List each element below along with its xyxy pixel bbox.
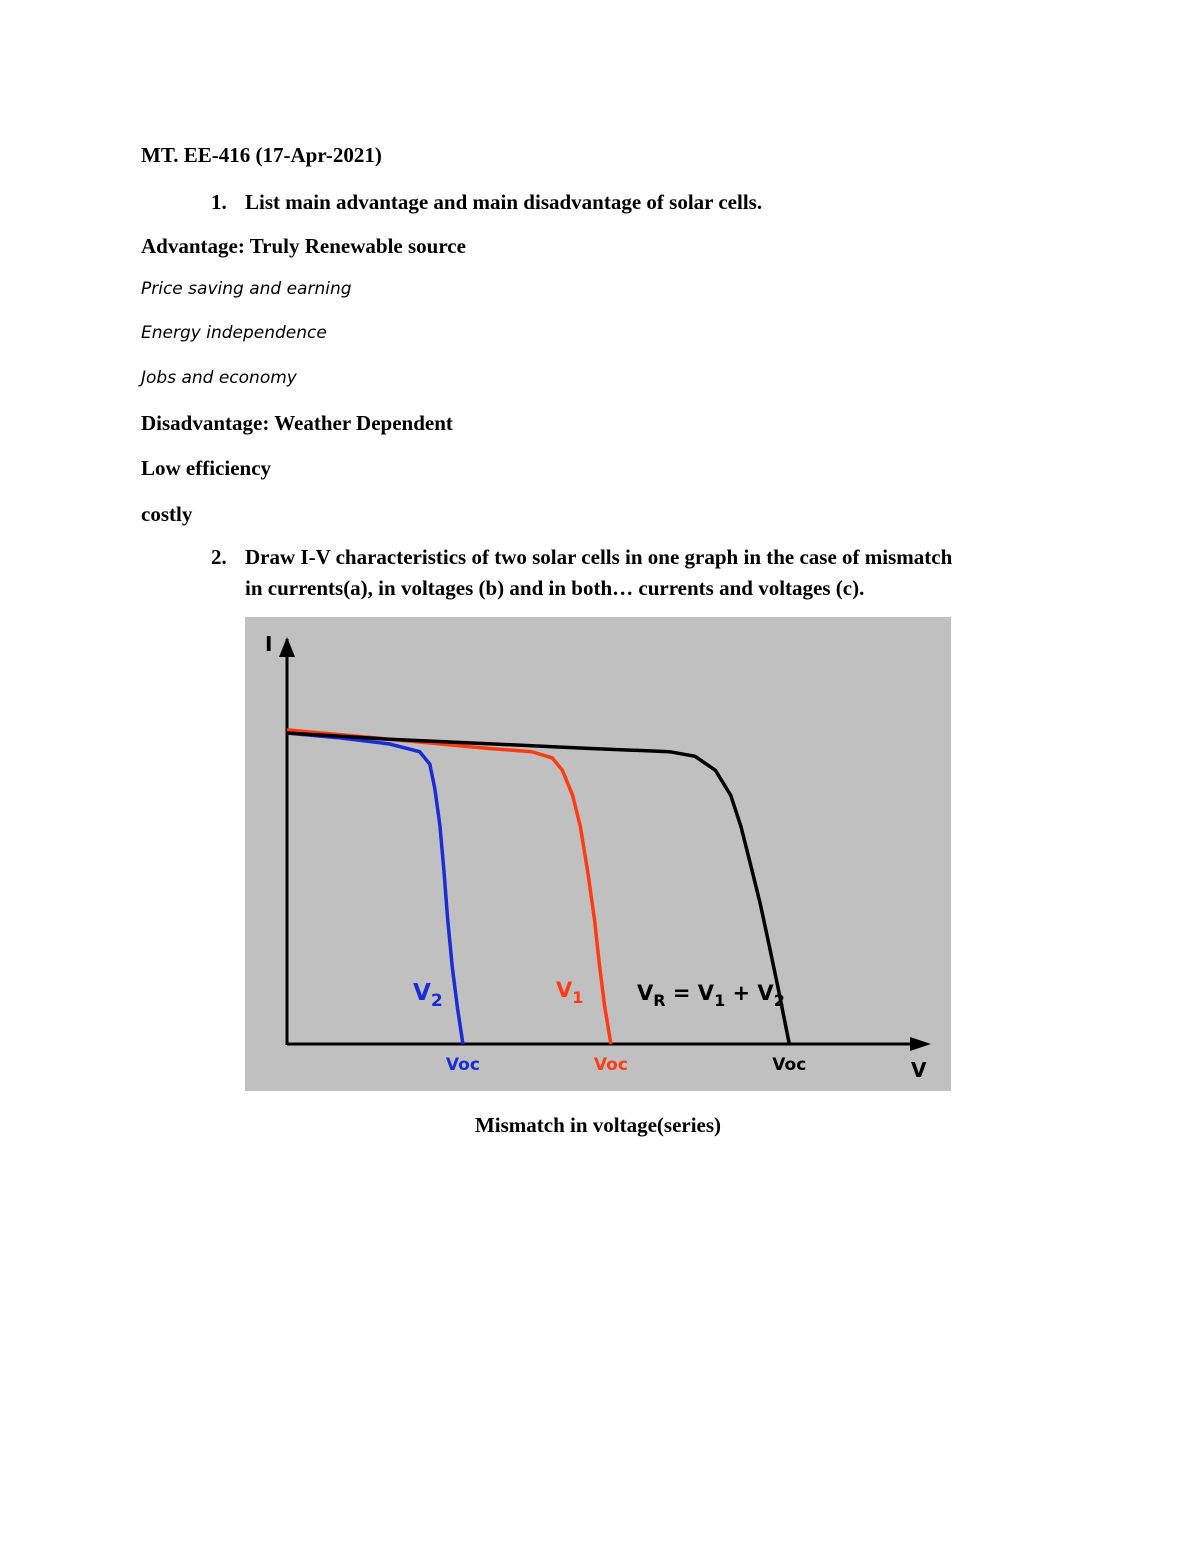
series-label-vr: $V_R = V_1 + V_2$ [637,981,785,1010]
series-label-v1: $V_1$ [556,978,584,1007]
question-number: 1. [211,190,227,214]
series-label-v2: $V_2$ [413,980,443,1011]
voc-label-v1: Voc [593,1055,628,1075]
advantage-item: Jobs and economy [141,368,297,388]
question-1 [211,190,762,215]
voc-label-vr: Voc [772,1055,807,1075]
page-title: MT. EE-416 (17-Apr-2021) [141,143,382,167]
figure-caption: Mismatch in voltage(series) [474,1113,722,1137]
question-text-line-1: Draw I-V characteristics of two solar cells in one graph in the case of mismatch [245,545,953,569]
disadvantage-item: costly [141,502,193,526]
voc-label-v2: Voc [445,1055,480,1075]
disadvantage-heading: Disadvantage: Weather Dependent [141,411,453,435]
question-text: List main advantage and main disadvantage of solar cells. [245,190,763,214]
y-axis-label: I [265,632,273,656]
advantage-item: Energy independence [141,323,327,343]
x-axis-label: V [911,1058,927,1082]
advantage-heading: Advantage: Truly Renewable source [141,234,466,258]
question-number: 2. [211,545,227,569]
question-2 [211,545,952,570]
disadvantage-item: Low efficiency [141,456,272,480]
question-text-line-2: in currents(a), in voltages (b) and in both… currents and voltages (c). [245,576,865,600]
chart-background [245,617,951,1091]
iv-characteristics-chart [245,617,951,1091]
advantage-item: Price saving and earning [141,279,352,299]
